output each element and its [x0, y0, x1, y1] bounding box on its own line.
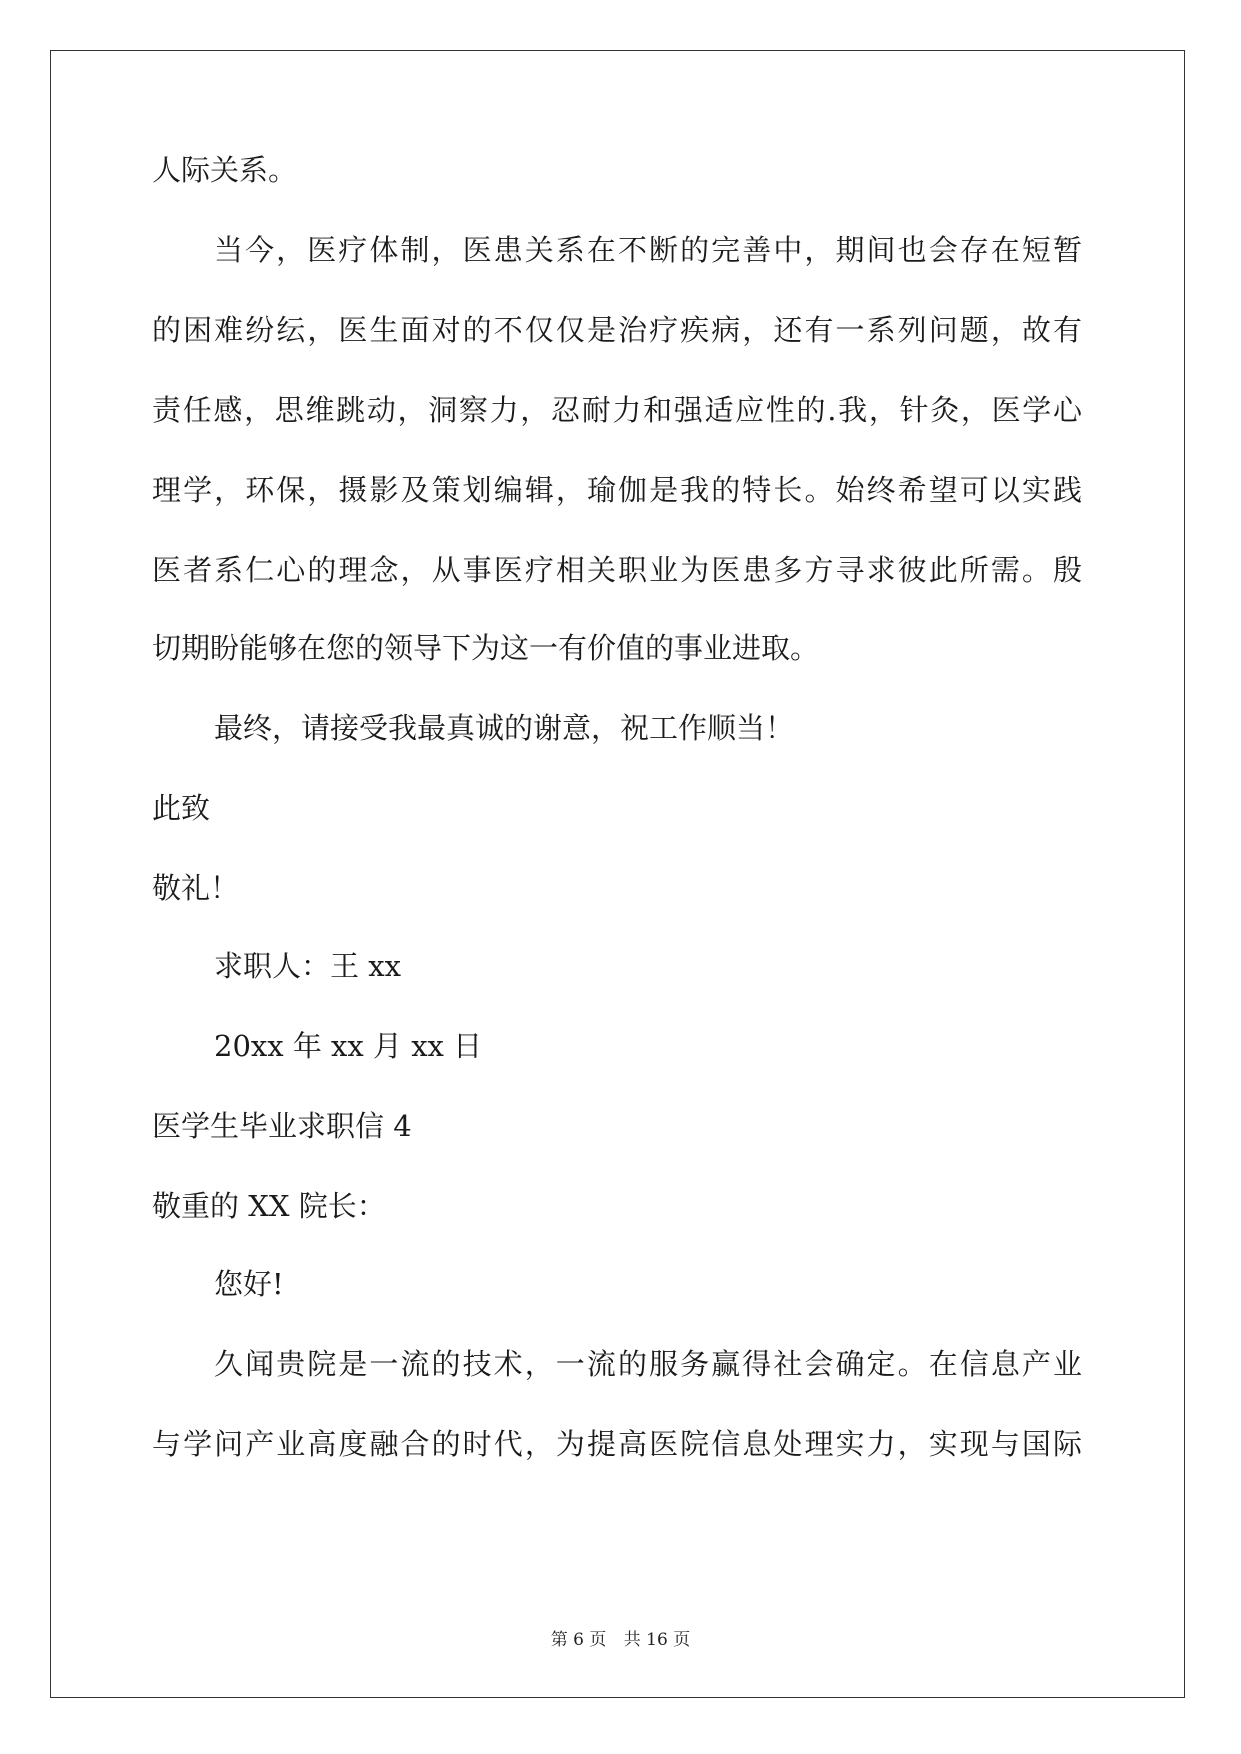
paragraph-line: 的困难纷纭，医生面对的不仅仅是治疗疾病，还有一系列问题，故有	[152, 313, 1082, 347]
salutation-ci-zhi: 此致	[152, 791, 211, 825]
page-footer	[0, 1629, 1241, 1651]
page-number: 第 6 页	[550, 1630, 607, 1650]
letter-greeting-recipient: 敬重的 XX 院长：	[152, 1189, 386, 1223]
paragraph-line: 久闻贵院是一流的技术，一流的服务赢得社会确定。在信息产业	[214, 1347, 1082, 1381]
letter-date: 20xx 年 xx 月 xx 日	[214, 1029, 483, 1063]
paragraph-line: 与学问产业高度融合的时代，为提高医院信息处理实力，实现与国际	[152, 1427, 1082, 1461]
section-heading: 医学生毕业求职信 4	[152, 1109, 412, 1143]
salutation-jing-li: 敬礼！	[152, 871, 240, 905]
closing-line: 最终，请接受我最真诚的谢意，祝工作顺当！	[214, 711, 795, 745]
paragraph-line: 医者系仁心的理念，从事医疗相关职业为医患多方寻求彼此所需。殷	[152, 553, 1082, 587]
paragraph-line: 责任感，思维跳动，洞察力，忍耐力和强适应性的.我，针灸，医学心	[152, 393, 1082, 427]
page-total: 共 16 页	[623, 1630, 691, 1650]
paragraph-line: 当今，医疗体制，医患关系在不断的完善中，期间也会存在短暂	[214, 233, 1082, 267]
applicant-signature: 求职人：王 xx	[214, 949, 401, 983]
letter-greeting: 您好!	[214, 1267, 284, 1301]
paragraph-line: 理学，环保，摄影及策划编辑，瑜伽是我的特长。始终希望可以实践	[152, 473, 1082, 507]
paragraph-line: 人际关系。	[152, 153, 298, 187]
paragraph-line: 切期盼能够在您的领导下为这一有价值的事业进取。	[152, 631, 820, 665]
